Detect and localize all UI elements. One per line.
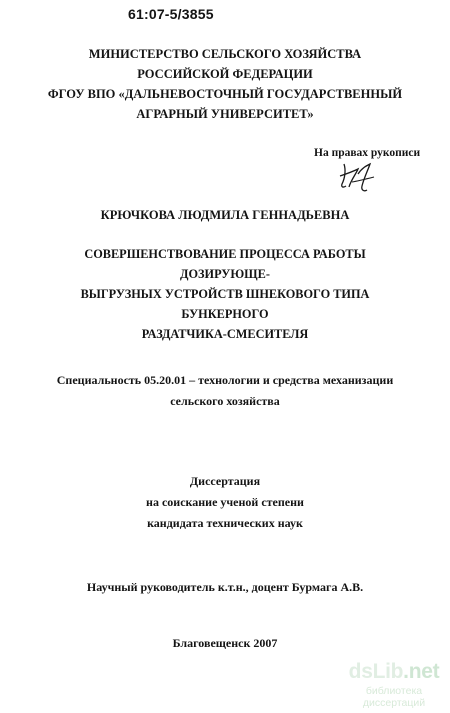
dissertation-title [50, 244, 400, 344]
archive-stamp-code: 61:07-5/3855 [128, 6, 214, 22]
dslib-watermark [342, 660, 446, 709]
city-year: Благовещенск 2007 [172, 636, 278, 650]
watermark-logo-main: dsLib [348, 660, 404, 683]
dissertation-line: на соискание ученой степени [146, 495, 304, 509]
ministry-line: РОССИЙСКОЙ ФЕДЕРАЦИИ [137, 67, 313, 81]
ministry-line: МИНИСТЕРСТВО СЕЛЬСКОГО ХОЗЯЙСТВА [88, 47, 362, 61]
scientific-supervisor: Научный руководитель к.т.н., доцент Бурмага А.В. [86, 580, 364, 594]
dissertation-degree [0, 471, 450, 534]
ministry-line: ФГОУ ВПО «ДАЛЬНЕВОСТОЧНЫЙ ГОСУДАРСТВЕННЫЙ [47, 87, 403, 101]
specialty-line: Специальность 05.20.01 – технологии и средства механизации [56, 373, 394, 387]
watermark-logo [342, 660, 446, 684]
ministry-header [0, 44, 450, 124]
specialty [0, 370, 450, 412]
title-line: СОВЕРШЕНСТВОВАНИЕ ПРОЦЕССА РАБОТЫ ДОЗИРУЮЩЕ- [84, 247, 366, 281]
watermark-logo-tld: .net [403, 660, 440, 683]
watermark-subtitle: библиотека диссертаций [362, 685, 426, 709]
manuscript-rights-label: На правах рукописи [314, 147, 421, 159]
title-line: ВЫГРУЗНЫХ УСТРОЙСТВ ШНЕКОВОГО ТИПА БУНКЕРНОГО [80, 287, 370, 321]
handwritten-signature [336, 160, 380, 196]
specialty-line: сельского хозяйства [170, 394, 280, 408]
dissertation-line: Диссертация [189, 474, 261, 488]
dissertation-line: кандидата технических наук [147, 516, 303, 530]
ministry-line: АГРАРНЫЙ УНИВЕРСИТЕТ» [136, 107, 314, 121]
author-name: КРЮЧКОВА ЛЮДМИЛА ГЕННАДЬЕВНА [100, 208, 350, 222]
title-line: РАЗДАТЧИКА-СМЕСИТЕЛЯ [141, 327, 309, 341]
